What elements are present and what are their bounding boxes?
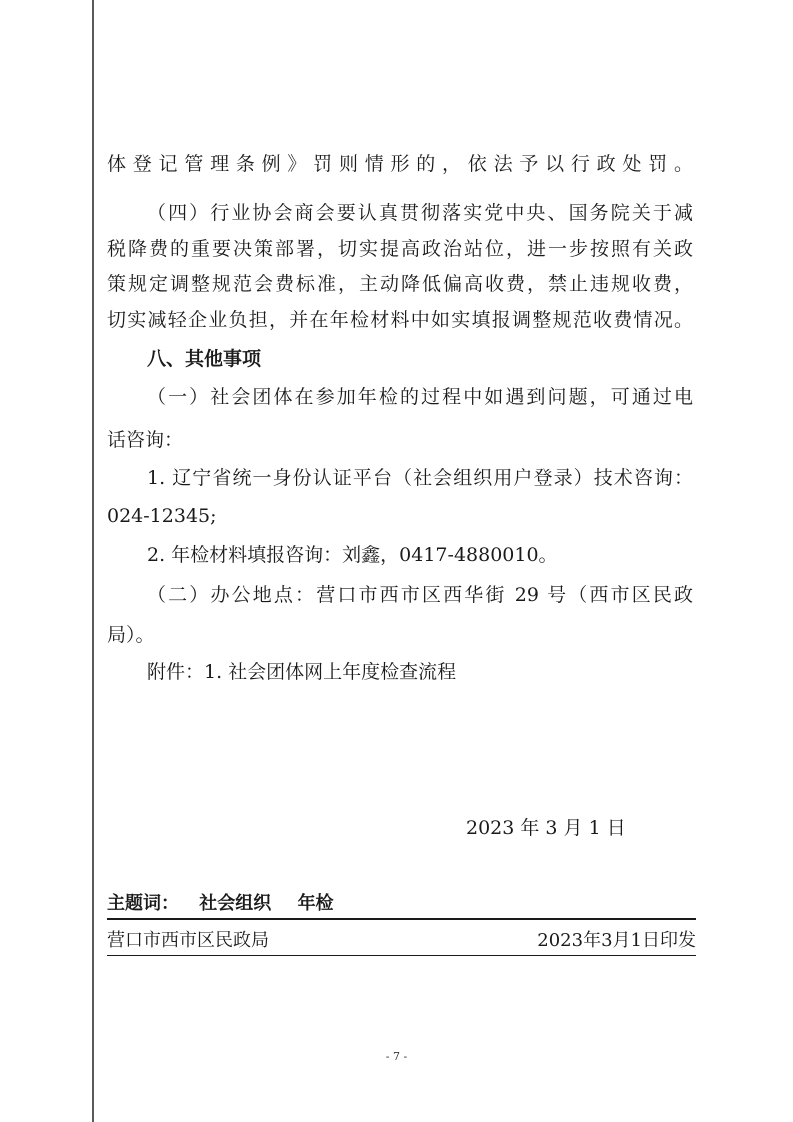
- paragraph-line: 024-12345;: [107, 505, 217, 527]
- paragraph-line: （一）社会团体在参加年检的过程中如遇到问题，可通过电: [147, 386, 693, 408]
- binding-margin-line: [92, 0, 94, 1122]
- paragraph-line: 局）。: [107, 624, 155, 646]
- paragraph-line: 策规定调整规范会费标准，主动降低偏高收费，禁止违规收费，: [107, 273, 693, 295]
- issuer-row: [107, 929, 696, 956]
- paragraph-line: 切实减轻企业负担，并在年检材料中如实填报调整规范收费情况。: [107, 309, 693, 331]
- paragraph-line: 体登记管理条例》罚则情形的，依法予以行政处罚。: [107, 153, 693, 175]
- paragraph-line: （二）办公地点：营口市西市区西华街 29 号（西市区民政: [147, 584, 693, 606]
- subject-label: 主题词：: [107, 893, 179, 914]
- subject-keyword: 社会组织: [199, 893, 272, 914]
- paragraph-line: 2. 年检材料填报咨询：刘鑫，0417-4880010。: [147, 544, 558, 566]
- paragraph-line: 税降费的重要决策部署，切实提高政治站位，进一步按照有关政: [107, 238, 693, 260]
- paragraph-line: 1. 辽宁省统一身份认证平台（社会组织用户登录）技术咨询：: [147, 467, 693, 489]
- paragraph-line: 话咨询：: [107, 429, 184, 451]
- issue-date: 2023年3月1日印发: [537, 930, 696, 951]
- subject-keyword: 年检: [297, 893, 334, 914]
- section-heading: 八、其他事项: [147, 348, 262, 370]
- attachment-line: 附件：1. 社会团体网上年度检查流程: [147, 661, 457, 683]
- page-number: - 7 -: [385, 1050, 408, 1063]
- paragraph-line: （四）行业协会商会要认真贯彻落实党中央、国务院关于减: [147, 202, 693, 224]
- subject-keywords-row: [107, 892, 696, 920]
- issuer-name: 营口市西市区民政局: [107, 930, 269, 951]
- document-date: 2023 年 3 月 1 日: [466, 817, 626, 839]
